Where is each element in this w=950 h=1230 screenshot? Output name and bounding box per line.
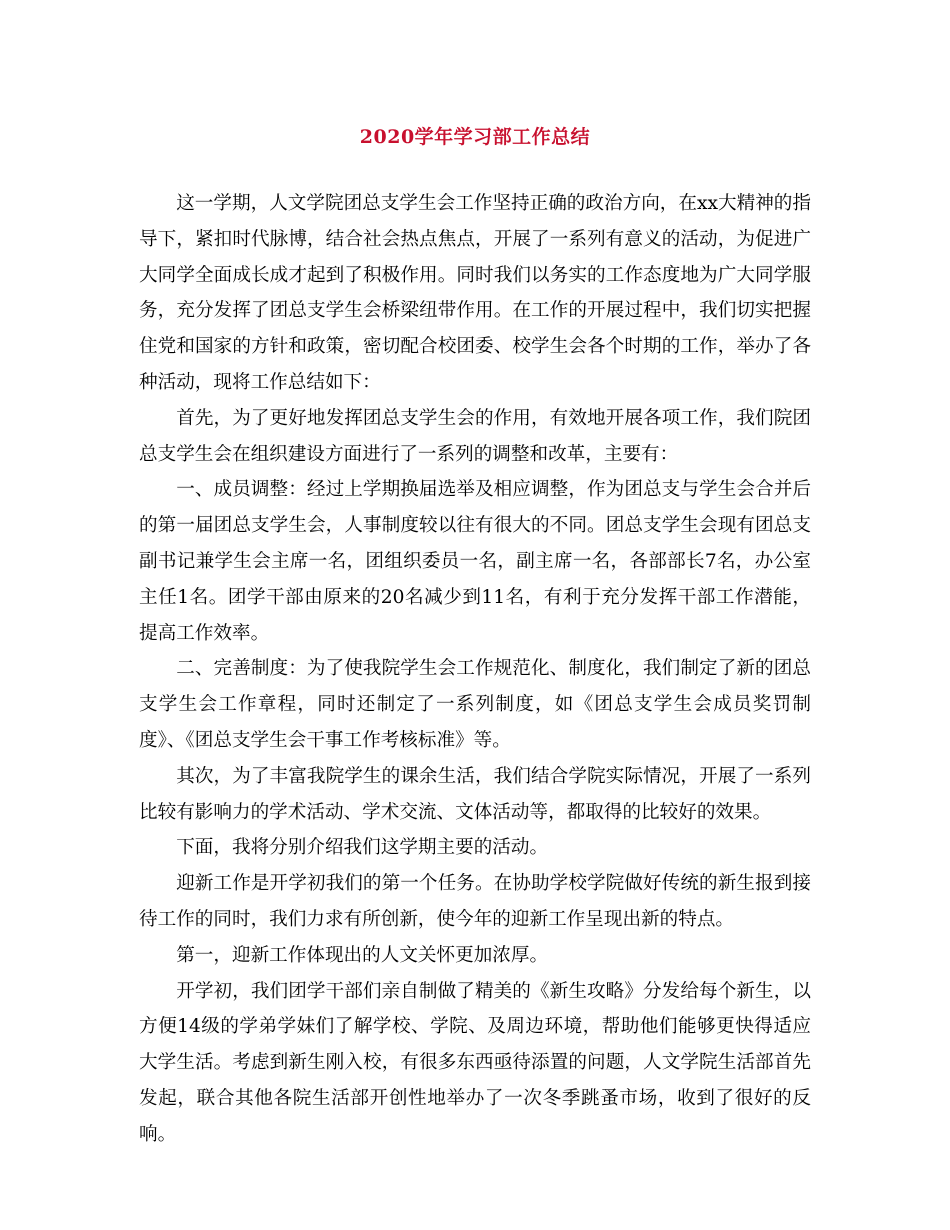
paragraph-first: 首先，为了更好地发挥团总支学生会的作用，有效地开展各项工作，我们院团总支学生会在组织建设方面进行了一系列的调整和改革，主要有： — [139, 407, 811, 465]
document-title: 2020学年学习部工作总结 — [359, 126, 591, 148]
paragraph-intro: 这一学期，人文学院团总支学生会工作坚持正确的政治方向，在xx大精神的指导下，紧扣时代脉博，结合社会热点焦点，开展了一系列有意义的活动，为促进广大同学全面成长成才起到了积极作用。同时我们以务实的工作态度地为广大同学服务，充分发挥了团总支学生会桥梁纽带作用。在工作的开展过程中，我们切实把握住党和国家的方针和政策，密切配合校团委、校学生会各个时期的工作，举办了各种活动，现将工作总结如下： — [139, 193, 811, 393]
paragraph-second: 其次，为了丰富我院学生的课余生活，我们结合学院实际情况，开展了一系列比较有影响力的学术活动、学术交流、文体活动等，都取得的比较好的效果。 — [139, 765, 811, 823]
paragraph-welcome-first-point: 第一，迎新工作体现出的人文关怀更加浓厚。 — [176, 944, 549, 966]
paragraph-improve-system: 二、完善制度：为了使我院学生会工作规范化、制度化，我们制定了新的团总支学生会工作章程，同时还制定了一系列制度，如《团总支学生会成员奖罚制度》、《团总支学生会干事工作考核标准》等。 — [139, 658, 811, 751]
paragraph-introduce-activities: 下面，我将分别介绍我们这学期主要的活动。 — [176, 837, 549, 859]
document-body — [139, 186, 811, 1153]
paragraph-semester-start: 开学初，我们团学干部们亲自制做了精美的《新生攻略》分发给每个新生，以方便14级的学弟学妹们了解学校、学院、及周边环境，帮助他们能够更快得适应大学生活。考虑到新生刚入校，有很多东西亟待添置的问题，人文学院生活部首先发起，联合其他各院生活部开创性地举办了一次冬季跳蚤市场，收到了很好的反响。 — [139, 980, 811, 1145]
paragraph-member-adjustment: 一、成员调整：经过上学期换届选举及相应调整，作为团总支与学生会合并后的第一届团总支学生会，人事制度较以往有很大的不同。团总支学生会现有团总支副书记兼学生会主席一名，团组织委员一名，副主席一名，各部部长7名，办公室主任1名。团学干部由原来的20名减少到11名，有利于充分发挥干部工作潜能，提高工作效率。 — [139, 479, 811, 644]
paragraph-welcome-work: 迎新工作是开学初我们的第一个任务。在协助学校学院做好传统的新生报到接待工作的同时，我们力求有所创新，使今年的迎新工作呈现出新的特点。 — [139, 873, 811, 930]
